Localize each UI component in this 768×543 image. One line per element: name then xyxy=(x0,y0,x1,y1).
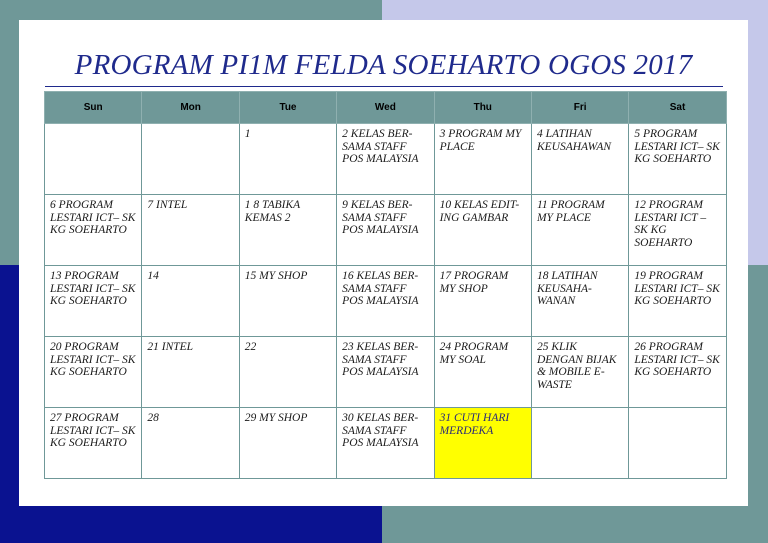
day-cell: 18 LATIHAN KEUSAHA-WANAN xyxy=(531,266,628,337)
day-cell xyxy=(629,408,726,479)
day-cell: 2 KELAS BER-SAMA STAFF POS MALAYSIA xyxy=(337,124,434,195)
day-cell: 14 xyxy=(142,266,239,337)
calendar-sheet xyxy=(19,20,748,506)
calendar-table xyxy=(44,91,727,479)
day-cell: 24 PROGRAM MY SOAL xyxy=(434,337,531,408)
day-cell: 13 PROGRAM LESTARI ICT– SK KG SOEHARTO xyxy=(45,266,142,337)
day-cell: 28 xyxy=(142,408,239,479)
day-cell: 10 KELAS EDIT-ING GAMBAR xyxy=(434,195,531,266)
day-cell: 3 PROGRAM MY PLACE xyxy=(434,124,531,195)
day-cell: 27 PROGRAM LESTARI ICT– SK KG SOEHARTO xyxy=(45,408,142,479)
day-cell: 26 PROGRAM LESTARI ICT– SK KG SOEHARTO xyxy=(629,337,726,408)
weekday-header: Wed xyxy=(337,92,434,124)
title-underline xyxy=(45,86,723,87)
week-row xyxy=(45,266,727,337)
day-cell: 11 PROGRAM MY PLACE xyxy=(531,195,628,266)
day-cell-holiday: 31 CUTI HARI MERDEKA xyxy=(434,408,531,479)
day-cell: 21 INTEL xyxy=(142,337,239,408)
weekday-header: Fri xyxy=(531,92,628,124)
week-row xyxy=(45,408,727,479)
page-title: PROGRAM PI1M FELDA SOEHARTO OGOS 2017 xyxy=(74,49,693,81)
day-cell: 1 xyxy=(239,124,336,195)
day-cell: 9 KELAS BER-SAMA STAFF POS MALAYSIA xyxy=(337,195,434,266)
weekday-header: Tue xyxy=(239,92,336,124)
day-cell: 17 PROGRAM MY SHOP xyxy=(434,266,531,337)
day-cell: 25 KLIK DENGAN BIJAK & MOBILE E-WASTE xyxy=(531,337,628,408)
day-cell: 7 INTEL xyxy=(142,195,239,266)
weekday-header-row xyxy=(45,92,727,124)
week-row xyxy=(45,195,727,266)
day-cell xyxy=(142,124,239,195)
weekday-header: Sat xyxy=(629,92,726,124)
day-cell: 20 PROGRAM LESTARI ICT– SK KG SOEHARTO xyxy=(45,337,142,408)
day-cell: 19 PROGRAM LESTARI ICT– SK KG SOEHARTO xyxy=(629,266,726,337)
day-cell: 30 KELAS BER-SAMA STAFF POS MALAYSIA xyxy=(337,408,434,479)
day-cell: 23 KELAS BER-SAMA STAFF POS MALAYSIA xyxy=(337,337,434,408)
day-cell: 16 KELAS BER-SAMA STAFF POS MALAYSIA xyxy=(337,266,434,337)
day-cell: 5 PROGRAM LESTARI ICT– SK KG SOEHARTO xyxy=(629,124,726,195)
weekday-header: Thu xyxy=(434,92,531,124)
day-cell xyxy=(45,124,142,195)
weekday-header: Mon xyxy=(142,92,239,124)
day-cell: 6 PROGRAM LESTARI ICT– SK KG SOEHARTO xyxy=(45,195,142,266)
weekday-header: Sun xyxy=(45,92,142,124)
day-cell: 12 PROGRAM LESTARI ICT – SK KG SOEHARTO xyxy=(629,195,726,266)
day-cell: 22 xyxy=(239,337,336,408)
day-cell: 29 MY SHOP xyxy=(239,408,336,479)
day-cell: 1 8 TABIKA KEMAS 2 xyxy=(239,195,336,266)
day-cell xyxy=(531,408,628,479)
week-row xyxy=(45,337,727,408)
week-row xyxy=(45,124,727,195)
day-cell: 15 MY SHOP xyxy=(239,266,336,337)
day-cell: 4 LATIHAN KEUSAHAWAN xyxy=(531,124,628,195)
